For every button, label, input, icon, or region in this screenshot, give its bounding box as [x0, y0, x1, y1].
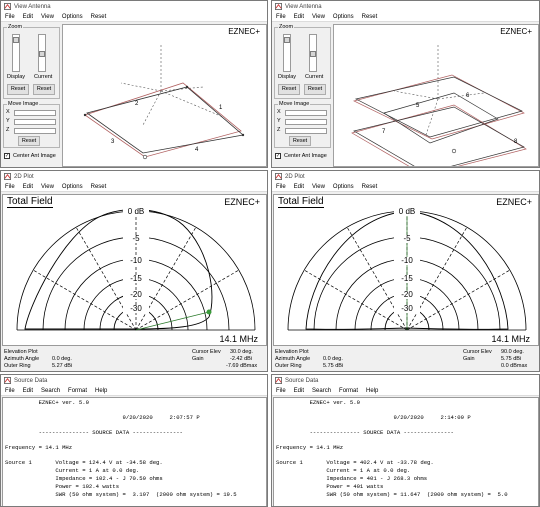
- wire-label-8: 8: [514, 139, 518, 145]
- plot-window-left: [0, 170, 268, 372]
- menu-help[interactable]: Help: [366, 387, 379, 394]
- move-image-group: [274, 101, 331, 148]
- menu-edit[interactable]: Edit: [22, 183, 34, 190]
- gain-value: -2.42 dBi: [230, 356, 253, 362]
- elevation-plot-graphic: [3, 195, 267, 346]
- wire-label-6: 6: [466, 93, 470, 99]
- source-line: Power = 401 watts: [276, 483, 384, 490]
- move-reset-button[interactable]: Reset: [289, 136, 311, 146]
- menu-options[interactable]: Options: [61, 13, 83, 20]
- total-field-label: Total Field: [278, 196, 324, 207]
- menu-view[interactable]: View: [312, 183, 325, 190]
- outer-ring-value: 5.27 dBi: [52, 363, 73, 369]
- axis-y-label: Y: [6, 118, 10, 124]
- ring-label-minus30: -30: [123, 305, 149, 313]
- title-bar[interactable]: [1, 375, 267, 386]
- wire-label-5: 5: [416, 103, 420, 109]
- source-line: SWR (50 ohm system) = 3.197 (2000 ohm system) = 19.5: [5, 491, 237, 498]
- menu-file[interactable]: File: [5, 183, 15, 190]
- current-zoom-slider[interactable]: [309, 34, 317, 72]
- menu-file[interactable]: File: [276, 183, 286, 190]
- window-title: Source Data: [14, 377, 48, 384]
- menu-reset[interactable]: Reset: [90, 13, 107, 20]
- axis-x-label: X: [6, 109, 10, 115]
- azimuth-label: Azimuth Angle: [4, 356, 40, 362]
- menu-file[interactable]: File: [5, 387, 15, 394]
- eznec-brand: EZNEC+: [224, 197, 260, 207]
- display-reset-button[interactable]: Reset: [7, 84, 29, 95]
- total-field-label: Total Field: [7, 196, 53, 207]
- ring-label-minus20: -20: [123, 291, 149, 299]
- menu-reset[interactable]: Reset: [361, 183, 378, 190]
- window-title: View Antenna: [14, 3, 51, 10]
- source-line: 9/20/2020 2:07:57 P: [5, 414, 200, 421]
- ring-label-minus10: -10: [123, 257, 149, 265]
- eznec-app-icon: [4, 173, 11, 180]
- move-y-control[interactable]: [14, 119, 56, 125]
- antenna-3d-view: [63, 25, 267, 167]
- ring-label-0db: 0 dB: [123, 208, 149, 216]
- source-line: Current = 1 A at 0.0 deg.: [276, 467, 411, 474]
- gain-max-value: -7.69 dBmax: [226, 363, 258, 369]
- move-y-control[interactable]: [285, 119, 327, 125]
- window-title: View Antenna: [285, 3, 322, 10]
- polar-plot[interactable]: [273, 194, 539, 346]
- outer-ring-label: Outer Ring: [275, 363, 302, 369]
- source-line: --------------- SOURCE DATA ---------------: [5, 429, 183, 436]
- ring-label-minus20: -20: [394, 291, 420, 299]
- source-line: Frequency = 14.1 MHz: [5, 444, 73, 451]
- eznec-brand: EZNEC+: [228, 27, 260, 36]
- wire-label-2: 2: [135, 101, 139, 107]
- cursor-marker: [207, 310, 212, 315]
- view-antenna-window-right: [271, 0, 540, 168]
- eznec-app-icon: [275, 377, 282, 384]
- wire-label-4: 4: [195, 147, 199, 153]
- menu-file[interactable]: File: [276, 387, 286, 394]
- wire-label-7: 7: [382, 129, 386, 135]
- source-line: Impedance = 102.4 - J 70.59 ohms: [5, 475, 163, 482]
- menu-view[interactable]: View: [312, 13, 325, 20]
- frequency-label: 14.1 MHz: [491, 334, 530, 344]
- menu-file[interactable]: File: [5, 13, 15, 20]
- source-line: Source 1 Voltage = 402.4 V at -33.78 deg.: [276, 459, 434, 466]
- wire-label-3: 3: [111, 139, 115, 145]
- current-label: Current: [305, 74, 324, 80]
- gain-value: 5.75 dBi: [501, 356, 522, 362]
- menu-options[interactable]: Options: [332, 183, 354, 190]
- move-image-group: [3, 101, 60, 148]
- source-text-area[interactable]: [2, 397, 267, 507]
- ring-label-minus10: -10: [394, 257, 420, 265]
- source-line: Impedance = 401 - J 268.3 ohms: [276, 475, 428, 482]
- center-ant-label: Center Ant Image: [284, 153, 327, 159]
- view-antenna-window-left: [0, 0, 268, 168]
- axis-y-label: Y: [277, 118, 281, 124]
- ring-label-0db: 0 dB: [394, 208, 420, 216]
- menu-bar: [272, 386, 539, 396]
- source-line: Power = 102.4 watts: [5, 483, 120, 490]
- move-image-label: Move Image: [8, 101, 39, 107]
- menu-format[interactable]: Format: [68, 387, 88, 394]
- cursor-elev-value: 90.0 deg.: [501, 349, 524, 355]
- menu-bar: [1, 12, 267, 22]
- plot-info: [2, 348, 267, 371]
- title-bar[interactable]: [272, 171, 539, 182]
- menu-bar: [272, 12, 539, 22]
- window-title: 2D Plot: [285, 173, 305, 180]
- menu-edit[interactable]: Edit: [293, 13, 305, 20]
- cursor-elev-label: Cursor Elev: [192, 349, 221, 355]
- eznec-brand: EZNEC+: [500, 27, 532, 36]
- menu-bar: [1, 182, 267, 192]
- eznec-app-icon: [4, 377, 11, 384]
- center-ant-row: [274, 151, 331, 163]
- ring-label-minus5: -5: [394, 235, 420, 243]
- plot-type: Elevation Plot: [4, 349, 38, 355]
- menu-edit[interactable]: Edit: [293, 183, 305, 190]
- menu-options[interactable]: Options: [61, 183, 83, 190]
- zoom-label: Zoom: [8, 24, 23, 30]
- eznec-brand: EZNEC+: [496, 197, 532, 207]
- move-x-control[interactable]: [14, 110, 56, 116]
- ring-label-minus15: -15: [394, 275, 420, 283]
- source-line: Frequency = 14.1 MHz: [276, 444, 344, 451]
- ring-label-minus30: -30: [394, 305, 420, 313]
- menu-bar: [272, 182, 539, 192]
- elevation-plot-graphic: [274, 195, 539, 346]
- center-ant-row: [3, 151, 60, 163]
- zoom-group: [274, 24, 331, 99]
- source-line: EZNEC+ ver. 5.0: [5, 399, 89, 406]
- menu-reset[interactable]: Reset: [361, 13, 378, 20]
- ring-label-minus15: -15: [123, 275, 149, 283]
- gain-label: Gain: [463, 356, 475, 362]
- center-ant-label: Center Ant Image: [13, 153, 56, 159]
- ring-label-minus5: -5: [123, 235, 149, 243]
- center-ant-checkbox[interactable]: ✓: [5, 153, 10, 159]
- menu-edit[interactable]: Edit: [22, 387, 34, 394]
- gain-label: Gain: [192, 356, 204, 362]
- axis-z-label: Z: [6, 127, 10, 133]
- title-bar[interactable]: [1, 171, 267, 182]
- view-controls: [3, 24, 60, 164]
- eznec-app-icon: [275, 173, 282, 180]
- view-controls: [274, 24, 331, 164]
- plot-info: [273, 348, 539, 371]
- antenna-canvas[interactable]: [333, 24, 539, 167]
- antenna-canvas[interactable]: [62, 24, 267, 167]
- current-label: Current: [34, 74, 53, 80]
- source-line: 9/20/2020 2:14:09 P: [276, 414, 471, 421]
- display-label: Display: [7, 74, 26, 80]
- outer-ring-label: Outer Ring: [4, 363, 31, 369]
- menu-options[interactable]: Options: [332, 13, 354, 20]
- frequency-label: 14.1 MHz: [219, 334, 258, 344]
- gain-max-value: 0.0 dBmax: [501, 363, 528, 369]
- zoom-label: Zoom: [279, 24, 294, 30]
- cursor-elev-label: Cursor Elev: [463, 349, 492, 355]
- plot-window-right: [271, 170, 540, 372]
- menu-file[interactable]: File: [276, 13, 286, 20]
- window-title: Source Data: [285, 377, 319, 384]
- current-reset-button[interactable]: Reset: [304, 84, 326, 95]
- menu-edit[interactable]: Edit: [293, 387, 305, 394]
- outer-ring-value: 5.75 dBi: [323, 363, 344, 369]
- menu-view[interactable]: View: [41, 13, 54, 20]
- source-line: SWR (50 ohm system) = 11.647 (2000 ohm system) = 5.0: [276, 491, 508, 498]
- antenna-3d-view: [334, 25, 539, 167]
- menu-search[interactable]: Search: [41, 387, 61, 394]
- current-zoom-slider[interactable]: [38, 34, 46, 72]
- azimuth-value: 0.0 deg.: [52, 356, 72, 362]
- menu-bar: [1, 386, 267, 396]
- source-data-window-right: [271, 374, 540, 507]
- menu-reset[interactable]: Reset: [90, 183, 107, 190]
- move-image-label: Move Image: [279, 101, 310, 107]
- current-reset-button[interactable]: Reset: [33, 84, 55, 95]
- move-z-control[interactable]: [285, 128, 327, 134]
- display-reset-button[interactable]: Reset: [278, 84, 300, 95]
- menu-help[interactable]: Help: [95, 387, 108, 394]
- axis-x-label: X: [277, 109, 281, 115]
- move-z-control[interactable]: [14, 128, 56, 134]
- title-bar[interactable]: [272, 375, 539, 386]
- cursor-elev-value: 30.0 deg.: [230, 349, 253, 355]
- plot-type: Elevation Plot: [275, 349, 309, 355]
- source-line: Current = 1 A at 0.0 deg.: [5, 467, 140, 474]
- move-x-control[interactable]: [285, 110, 327, 116]
- zoom-group: [3, 24, 60, 99]
- polar-plot[interactable]: [2, 194, 267, 346]
- azimuth-value: 0.0 deg.: [323, 356, 343, 362]
- source-line: Source 1 Voltage = 124.4 V at -34.58 deg.: [5, 459, 163, 466]
- eznec-app-icon: [4, 3, 11, 10]
- display-zoom-slider[interactable]: [283, 34, 291, 72]
- source-data-window-left: [0, 374, 268, 507]
- display-zoom-slider[interactable]: [12, 34, 20, 72]
- azimuth-label: Azimuth Angle: [275, 356, 311, 362]
- source-text-area[interactable]: [273, 397, 539, 507]
- title-bar[interactable]: [1, 1, 267, 12]
- menu-format[interactable]: Format: [339, 387, 359, 394]
- source-line: --------------- SOURCE DATA ---------------: [276, 429, 454, 436]
- title-bar[interactable]: [272, 1, 539, 12]
- wire-label-1: 1: [219, 105, 223, 111]
- menu-view[interactable]: View: [41, 183, 54, 190]
- center-ant-checkbox[interactable]: ✓: [276, 153, 281, 159]
- menu-edit[interactable]: Edit: [22, 13, 34, 20]
- window-title: 2D Plot: [14, 173, 34, 180]
- axis-z-label: Z: [277, 127, 281, 133]
- menu-search[interactable]: Search: [312, 387, 332, 394]
- move-reset-button[interactable]: Reset: [18, 136, 40, 146]
- eznec-app-icon: [275, 3, 282, 10]
- display-label: Display: [278, 74, 297, 80]
- source-line: EZNEC+ ver. 5.0: [276, 399, 360, 406]
